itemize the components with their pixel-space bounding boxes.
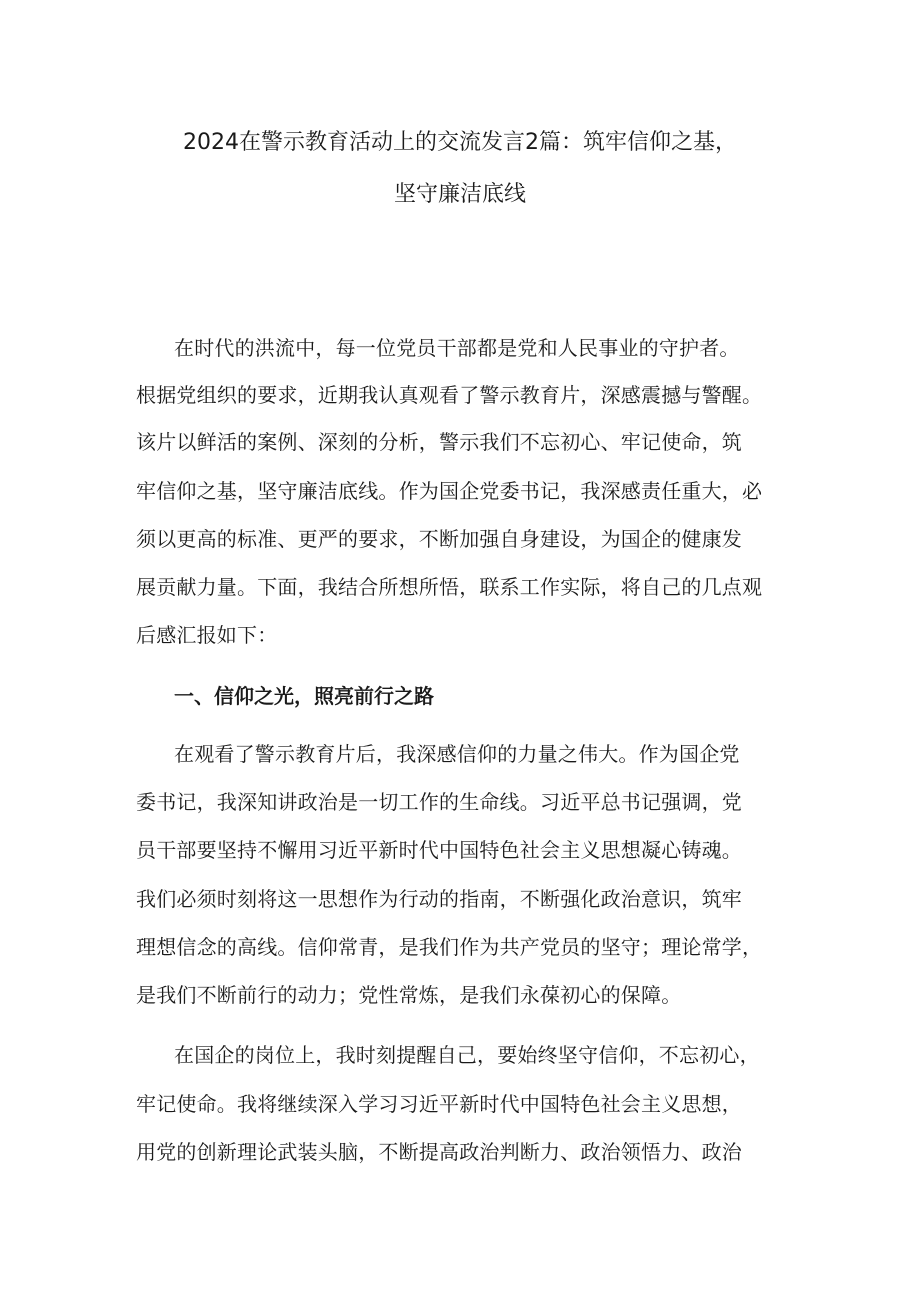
paragraph-2-line: 理想信念的高线。信仰常青，是我们作为共产党员的坚守；理论常学，: [136, 935, 763, 959]
paragraph-3-line: 牢记使命。我将继续深入学习习近平新时代中国特色社会主义思想，: [136, 1092, 742, 1116]
paragraph-2-line: 委书记，我深知讲政治是一切工作的生命线。习近平总书记强调，党: [136, 790, 742, 814]
paragraph-2-line: 员干部要坚持不懈用习近平新时代中国特色社会主义思想凝心铸魂。: [136, 838, 742, 862]
paragraph-2-line: 我们必须时刻将这一思想作为行动的指南，不断强化政治意识，筑牢: [136, 887, 742, 911]
section-1-heading: 一、信仰之光，照亮前行之路: [174, 684, 434, 708]
paragraph-2-line: 是我们不断前行的动力；党性常炼，是我们永葆初心的保障。: [136, 983, 682, 1007]
paragraph-3-line: 用党的创新理论武装头脑，不断提高政治判断力、政治领悟力、政治: [136, 1140, 742, 1164]
paragraph-1-line: 后感汇报如下：: [136, 623, 278, 647]
paragraph-1-line: 在时代的洪流中，每一位党员干部都是党和人民事业的守护者。: [174, 336, 740, 360]
paragraph-2-line: 在观看了警示教育片后，我深感信仰的力量之伟大。作为国企党: [174, 742, 740, 766]
paragraph-1-line: 牢信仰之基，坚守廉洁底线。作为国企党委书记，我深感责任重大，必: [136, 479, 763, 503]
paragraph-1-line: 根据党组织的要求，近期我认真观看了警示教育片，深感震撼与警醒。: [136, 383, 763, 407]
document-title-line-1: 2024在警示教育活动上的交流发言2篇：筑牢信仰之基，: [183, 130, 737, 155]
document-title-line-2: 坚守廉洁底线: [393, 182, 526, 207]
paragraph-1-line: 须以更高的标准、更严的要求，不断加强自身建设，为国企的健康发: [136, 527, 742, 551]
paragraph-1-line: 展贡献力量。下面，我结合所想所悟，联系工作实际，将自己的几点观: [136, 575, 763, 599]
paragraph-1-line: 该片以鲜活的案例、深刻的分析，警示我们不忘初心、牢记使命，筑: [136, 430, 742, 454]
paragraph-3-line: 在国企的岗位上，我时刻提醒自己，要始终坚守信仰，不忘初心，: [174, 1043, 760, 1067]
